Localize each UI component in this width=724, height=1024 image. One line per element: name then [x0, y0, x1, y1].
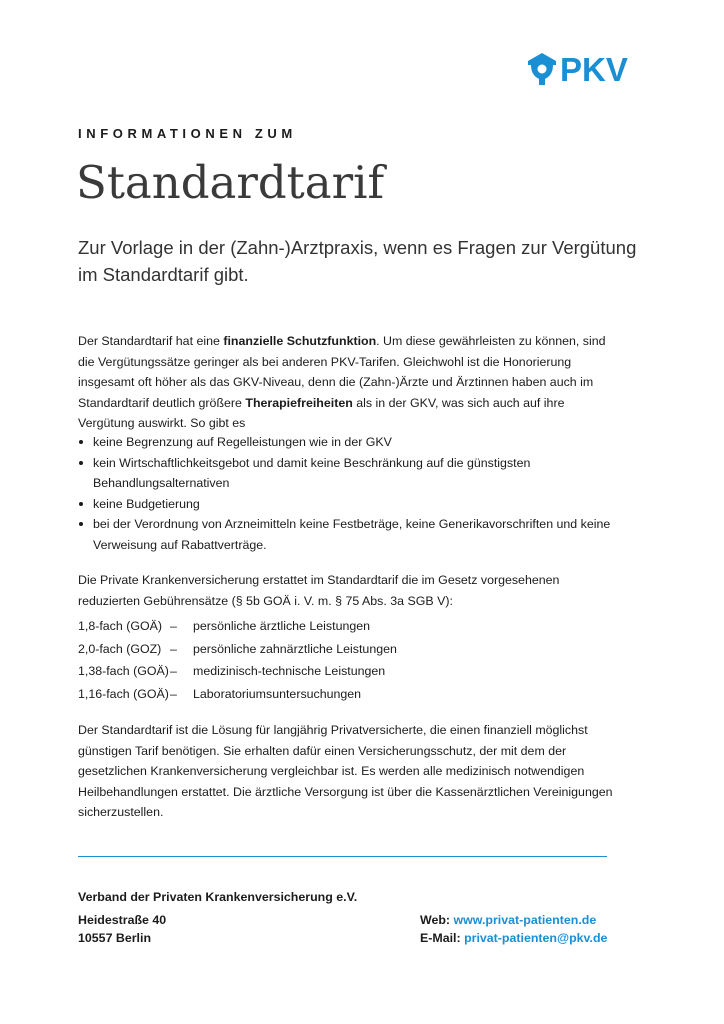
- rate-desc: medizinisch-technische Leistungen: [193, 664, 386, 678]
- subtitle: [78, 234, 638, 288]
- list-item: keine Budgetierung: [78, 494, 618, 515]
- benefits-list: [78, 432, 618, 555]
- list-item: bei der Verordnung von Arzneimitteln keine Festbeträge, keine Generikavorschriften und keine Verweisung auf Rabattverträge.: [78, 514, 618, 555]
- web-link[interactable]: www.privat-patienten.de: [453, 913, 597, 927]
- intro-part-3: als in der GKV, was sich auch auf ihre Vergütung auswirkt. So gibt es: [78, 395, 565, 430]
- rate-desc: persönliche zahnärztliche Leistungen: [193, 641, 397, 656]
- list-item: kein Wirtschaftlichkeitsgebot und damit keine Beschränkung auf die günstigsten Behandlungsalternativen: [78, 453, 618, 494]
- address: [78, 911, 166, 947]
- rate-factor: 2,0-fach (GOZ): [78, 641, 162, 656]
- pkv-shield-icon: [527, 52, 557, 86]
- rate-dash: –: [170, 641, 177, 656]
- rate-row: [78, 660, 618, 683]
- rate-factor: 1,38-fach (GOÄ): [78, 664, 169, 678]
- contact-info: [420, 911, 607, 947]
- kicker: INFORMATIONEN ZUM: [78, 126, 297, 141]
- rates-intro: Die Private Krankenversicherung erstattet im Standardtarif die im Gesetz vorgesehenen reduzierten Gebührensätze (§ 5b GOÄ i. V. m. § 75 Abs. 3a SGB V):: [78, 573, 560, 608]
- rate-row: [78, 638, 618, 661]
- web-label: Web:: [420, 913, 454, 927]
- intro-part-1: Der Standardtarif hat eine: [78, 334, 224, 348]
- page-title: Standardtarif: [76, 156, 385, 209]
- rate-row: [78, 615, 618, 638]
- email-label: E-Mail:: [420, 931, 465, 945]
- rate-factor: 1,16-fach (GOÄ): [78, 686, 169, 701]
- rate-dash: –: [170, 664, 177, 678]
- intro-bold-1: finanzielle Schutzfunktion: [223, 334, 377, 348]
- list-item: keine Begrenzung auf Regelleistungen wie in der GKV: [78, 432, 618, 453]
- intro-paragraph: [78, 331, 618, 434]
- rates-table: [78, 615, 618, 705]
- subtitle-line-1: Zur Vorlage in der (Zahn-)Arztpraxis, wenn es Fragen zur Vergütung: [78, 237, 637, 258]
- rate-factor: 1,8-fach (GOÄ): [78, 619, 163, 633]
- rate-desc: Laboratoriumsuntersuchungen: [193, 686, 362, 701]
- rate-desc: persönliche ärztliche Leistungen: [193, 619, 371, 633]
- closing-paragraph: Der Standardtarif ist die Lösung für langjährig Privatversicherte, die einen finanziell möglichst günstigen Tarif benötigen. Sie erhalten dafür einen Versicherungsschutz, der mit dem der gesetzlichen Krankenversicherung vergleichbar ist. Es werden alle medizinisch notwendigen Heilbehandlungen erstattet. Die ärztliche Versorgung ist über die Kassenärztlichen Vereinigungen sicherzustellen.: [78, 723, 613, 819]
- rate-dash: –: [170, 619, 177, 633]
- web-line: [420, 911, 607, 929]
- address-city: 10557 Berlin: [78, 931, 152, 945]
- rate-row: [78, 683, 618, 706]
- logo-text: PKV: [560, 50, 628, 88]
- address-street: Heidestraße 40: [78, 913, 167, 927]
- rate-dash: –: [170, 686, 177, 701]
- email-link[interactable]: privat-patienten@pkv.de: [464, 931, 608, 945]
- email-line: [420, 929, 607, 947]
- footer-divider: [78, 856, 607, 857]
- subtitle-line-2: im Standardtarif gibt.: [78, 264, 249, 285]
- organization-name: Verband der Privaten Krankenversicherung e.V.: [78, 890, 358, 904]
- pkv-logo: [527, 52, 628, 86]
- intro-part-2: . Um diese gewährleisten zu können, sind die Vergütungssätze geringer als bei anderen PKV-Tarifen. Gleichwohl ist die Honorierung insgesamt oft höher als das GKV-Niveau, denn die (Zahn-)Ärzte und Ärztinnen haben auch im Standardtarif deutlich größere: [78, 334, 606, 410]
- intro-bold-2: Therapiefreiheiten: [245, 395, 353, 410]
